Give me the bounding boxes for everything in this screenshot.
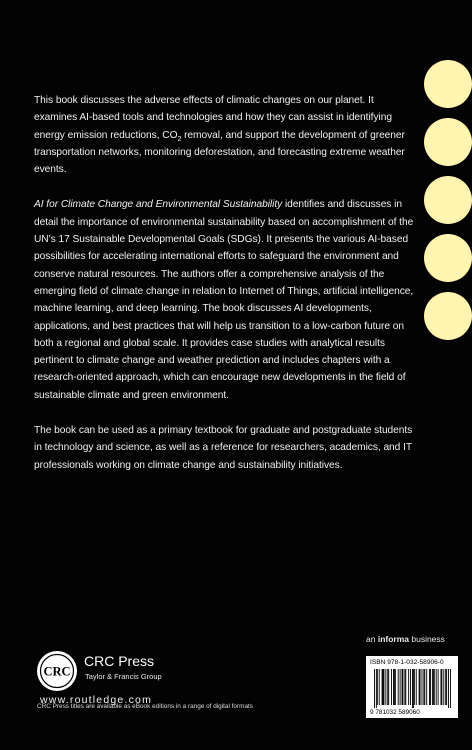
barcode-bar <box>423 669 424 705</box>
barcode-bar <box>379 669 380 705</box>
barcode-icon <box>369 669 455 716</box>
informa-tagline <box>366 634 445 644</box>
description-paragraph-2 <box>34 196 418 404</box>
barcode-bar <box>443 669 444 705</box>
barcode-bar <box>414 669 415 705</box>
barcode-bar <box>376 669 377 708</box>
publisher-website[interactable]: www.routledge.com <box>40 694 153 706</box>
informa-suffix: business <box>409 634 445 644</box>
barcode-bar <box>422 669 423 705</box>
barcode-bar <box>412 669 413 708</box>
barcode-bar <box>446 669 447 705</box>
book-description <box>34 92 418 492</box>
decorative-circle <box>424 292 472 340</box>
barcode-bar <box>384 669 385 705</box>
barcode-bar <box>430 669 431 705</box>
publisher-block <box>36 650 276 710</box>
barcode-bar <box>395 669 396 705</box>
crc-press-logo <box>36 650 78 692</box>
p1-text-b: removal, and support the development of greener transportation networks, monitoring deforestation, and forecasting extreme weather events. <box>34 129 405 176</box>
decorative-circle <box>424 118 472 166</box>
isbn-barcode <box>366 656 458 718</box>
barcode-bar <box>393 669 394 705</box>
barcode-bar <box>448 669 449 708</box>
barcode-bar <box>416 669 417 705</box>
barcode-bar <box>385 669 386 705</box>
decorative-circle <box>424 176 472 224</box>
barcode-bar <box>433 669 434 705</box>
book-title-italic: AI for Climate Change and Environmental Sustainability <box>34 199 283 211</box>
barcode-bar <box>388 669 389 705</box>
isbn-label: ISBN 978-1-032-58906-0 <box>370 659 444 666</box>
barcode-bar <box>419 669 420 705</box>
publisher-group: Taylor & Francis Group <box>85 672 162 681</box>
barcode-bar <box>410 669 411 705</box>
description-paragraph-1 <box>34 92 418 178</box>
barcode-bar <box>394 669 395 705</box>
informa-brand: informa <box>377 634 409 644</box>
informa-prefix: an <box>366 634 378 644</box>
decorative-circle <box>424 234 472 282</box>
barcode-bar <box>400 669 401 705</box>
barcode-bar <box>441 669 442 705</box>
barcode-bar <box>424 669 425 705</box>
publisher-name: CRC Press <box>84 653 155 669</box>
p1-text-a: This book discusses the adverse effects of climatic changes on our planet. It examines AI-based tools and technologies and how they can assist in identifying energy emission reductions, CO <box>34 95 392 141</box>
barcode-digits: 9 781032 589060 <box>370 709 420 716</box>
barcode-bar <box>445 669 446 705</box>
ebook-note: CRC Press titles are available as eBook editions in a range of digital formats <box>37 703 253 710</box>
barcode-bar <box>402 669 403 705</box>
p2-text: identifies and discusses in detail the importance of environmental sustainability based on accomplishment of the UN’s 17 Sustainable Developmental Goals (SDGs). It presents the various AI-based possibilities for accelerating international efforts to safeguard the environment and conserve natural resources. The authors offer a comprehensive analysis of the emerging field of climate change in relation to Internet of Things, artificial intelligence, machine learning, and deep learning. The book discusses AI developments, applications, and best practices that will help us transition to a low-carbon future on both a regional and global scale. It provides case studies with analytical results pertinent to climate change and weather prediction and includes chapters with a research-oriented approach, which can encourage new developments in the field of sustainable climate and green environment. <box>34 199 414 401</box>
barcode-bar <box>450 669 451 708</box>
barcode-bar <box>391 669 392 705</box>
barcode-bar <box>436 669 437 705</box>
barcode-bar <box>441 669 442 705</box>
barcode-bar <box>429 669 430 705</box>
barcode-bar <box>426 669 427 705</box>
barcode-bar <box>413 669 414 708</box>
barcode-bar <box>420 669 421 705</box>
barcode-bar <box>404 669 405 705</box>
crc-logo-text: CRC <box>43 664 71 679</box>
barcode-bar <box>383 669 384 705</box>
barcode-bar <box>432 669 433 705</box>
co2-subscript: 2 <box>177 135 182 143</box>
barcode-bar <box>403 669 404 705</box>
barcode-bar <box>398 669 399 705</box>
barcode-bar <box>387 669 388 705</box>
barcode-bar <box>377 669 378 705</box>
barcode-bar <box>408 669 409 705</box>
description-paragraph-3: The book can be used as a primary textbook for graduate and postgraduate students in technology and science, as well as a reference for researchers, academics, and IT professionals working on climate change and sustainability initiatives. <box>34 425 413 471</box>
barcode-bar <box>405 669 406 705</box>
barcode-bar <box>382 669 383 705</box>
barcode-bar <box>374 669 375 708</box>
barcode-bar <box>438 669 439 705</box>
barcode-bar <box>434 669 435 705</box>
decorative-circle <box>424 60 472 108</box>
